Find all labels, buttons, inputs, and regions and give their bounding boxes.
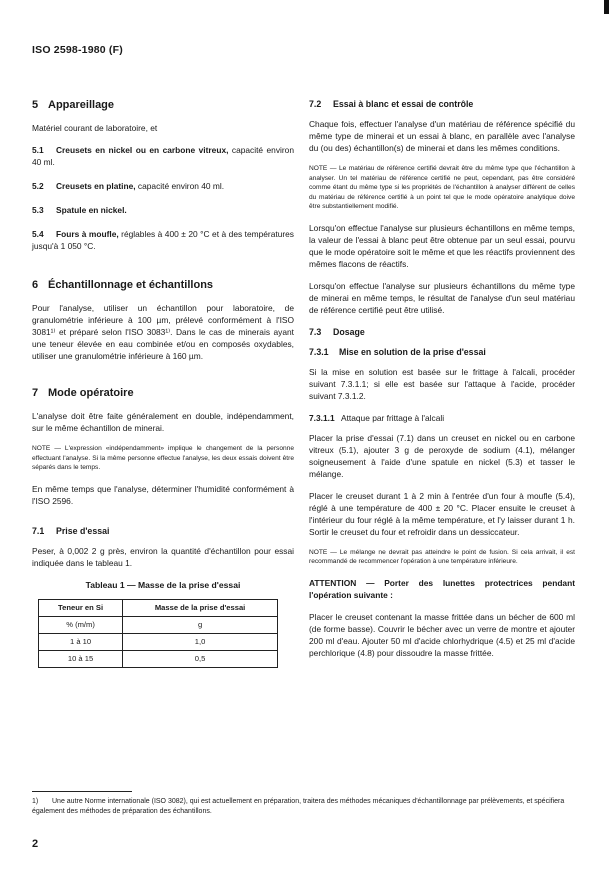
table-1-caption: Tableau 1 — Masse de la prise d'essai bbox=[85, 579, 241, 590]
section-number: 5 bbox=[32, 99, 39, 111]
section-5-heading bbox=[32, 98, 294, 112]
section-7-3-1-1-body-3: Placer le creuset contenant la masse frittée dans un bécher de 600 ml (de forme basse). Couvrir le bécher avec un verre de montre et ajouter 200 ml d'eau. Ajouter 50 ml d'acide chlorhydrique (4.5) et 25 ml d'acide perchlorique (4.8) pour dissoudre la masse frittée. bbox=[309, 611, 575, 658]
section-7-body-2: En même temps que l'analyse, déterminer l'humidité conformément à l'ISO 2596. bbox=[32, 483, 294, 506]
table-1 bbox=[38, 599, 278, 668]
page-edge-mark bbox=[604, 0, 609, 14]
item-5-3: 5.3 Spatule en nickel. bbox=[32, 205, 127, 215]
table-row: 1 à 10 1,0 bbox=[39, 633, 278, 650]
section-7-note: NOTE — L'expression «indépendamment» implique le changement de la personne effectuant l'analyse. Si la même personne effectue l'analyse, les deux essais doivent être séparés dans le temps. bbox=[32, 445, 294, 471]
section-7-3-1-1-note: NOTE — Le mélange ne devrait pas atteindre le point de fusion. Si cela arrivait, il est recommandé de recommencer l'opération à une température inférieure. bbox=[309, 548, 575, 565]
section-7-2-body-1: Chaque fois, effectuer l'analyse d'un matériau de référence spécifié du même type de minerai et un essai à blanc, en parallèle avec l'analyse du (ou des) échantillon(s) de minerai et dans les mêmes conditions. bbox=[309, 119, 575, 153]
section-7-1-body: Peser, à 0,002 2 g près, environ la quantité d'échantillon pour essai indiquée dans le tableau 1. bbox=[32, 545, 294, 568]
footnote-rule bbox=[32, 791, 132, 792]
section-7-3-1-1-heading: 7.3.1.1 Attaque par frittage à l'alcali bbox=[309, 412, 445, 423]
table-unit-cell: % (m/m) bbox=[39, 616, 123, 633]
section-7-2-heading: 7.2 Essai à blanc et essai de contrôle bbox=[309, 99, 474, 109]
item-5-2: 5.2 Creusets en platine, capacité environ 40 ml. bbox=[32, 181, 225, 191]
section-7-2-body-3: Lorsqu'on effectue l'analyse sur plusieurs échantillons du même type de minerai en même temps, le résultat de l'analyse d'un seul matériau de référence certifié peut être utilisé. bbox=[309, 280, 575, 315]
table-unit-cell: g bbox=[123, 616, 278, 633]
table-header-cell: Masse de la prise d'essai bbox=[123, 599, 278, 616]
footnote: 1) Une autre Norme internationale (ISO 3082), qui est actuellement en préparation, traitera des méthodes mécaniques d'échantillonnage par prélèvements, et spécifiera également des méthodes de préparation des échantillons. bbox=[32, 798, 565, 815]
left-column bbox=[32, 98, 294, 668]
section-title: Appareillage bbox=[48, 99, 115, 111]
section-7-3-1-1-body-1: Placer la prise d'essai (7.1) dans un creuset en nickel ou en carbone vitreux (5.1), ajouter 3 g de peroxyde de sodium (4.1), mélanger soigneusement à l'aide d'une spatule en nickel (5.3) et tasser le mélange. bbox=[309, 432, 575, 479]
table-row: 10 à 15 0,5 bbox=[39, 650, 278, 667]
section-7-3-heading: 7.3 Dosage bbox=[309, 326, 365, 337]
document-header: ISO 2598-1980 (F) bbox=[32, 44, 123, 56]
section-5-intro: Matériel courant de laboratoire, et bbox=[32, 123, 158, 133]
section-7-3-1-1-body-2: Placer le creuset durant 1 à 2 min à l'entrée d'un four à moufle (5.4), réglé à une température de 400 ± 20 °C. Placer ensuite le creuset à l'intérieur du four réglé à la même température, et l'y laisser durant 1 h. Sortir le creuset du four et refroidir dans un dessiccateur. bbox=[309, 490, 575, 537]
section-7-1-heading: 7.1 Prise d'essai bbox=[32, 525, 110, 536]
right-column bbox=[309, 98, 575, 669]
section-7-body-1: L'analyse doit être faite généralement en double, indépendamment, sur le même échantillon de minerai. bbox=[32, 411, 294, 433]
section-6-body: Pour l'analyse, utiliser un échantillon pour laboratoire, de granulométrie inférieure à 100 µm, prélevé conformément à l'ISO 3081¹⁾ et préparé selon l'ISO 3083¹⁾. Dans le cas de minerais ayant une teneur élevée en eau combinée et/ou en composés oxydables, utiliser une granulométrie inférieure à 160 µm. bbox=[32, 303, 294, 361]
section-7-2-note: NOTE — Le matériau de référence certifié devrait être du même type que l'échantillon à analyser. Un tel matériau de référence certifié ne peut, cependant, pas être considéré comme étant du même type si les propriétés de l'échantillon à analyser différent de celles du matériau de référence certifié à un point tel que le mode opératoire analytique doive être substantiellement modifié. bbox=[309, 165, 575, 210]
section-7-heading: 7 Mode opératoire bbox=[32, 387, 134, 399]
item-5-4: 5.4 Fours à moufle, réglables à 400 ± 20 °C et à des températures jusqu'à 1 050 °C. bbox=[32, 229, 294, 251]
table-header-cell: Teneur en Si bbox=[39, 599, 123, 616]
page-number: 2 bbox=[32, 838, 39, 850]
item-5-1: 5.1 Creusets en nickel ou en carbone vitreux, capacité environ 40 ml. bbox=[32, 145, 294, 167]
attention-notice: ATTENTION — Porter des lunettes protectrices pendant l'opération suivante : bbox=[309, 577, 575, 600]
section-6-heading: 6 Échantillonnage et échantillons bbox=[32, 279, 214, 291]
section-7-2-body-2: Lorsqu'on effectue l'analyse sur plusieurs échantillons en même temps, la valeur de l'essai à blanc peut être obtenue par un seul essai, pourvu que le mode opératoire soit le même et que les réactifs proviennent des mêmes flacons de réactifs. bbox=[309, 222, 575, 269]
section-7-3-1-heading: 7.3.1 Mise en solution de la prise d'essai bbox=[309, 346, 486, 357]
section-7-3-1-body: Si la mise en solution est basée sur le frittage à l'alcali, procéder suivant 7.3.1.1; si elle est basée sur l'attaque à l'acide, procéder suivant 7.3.1.2. bbox=[309, 366, 575, 401]
